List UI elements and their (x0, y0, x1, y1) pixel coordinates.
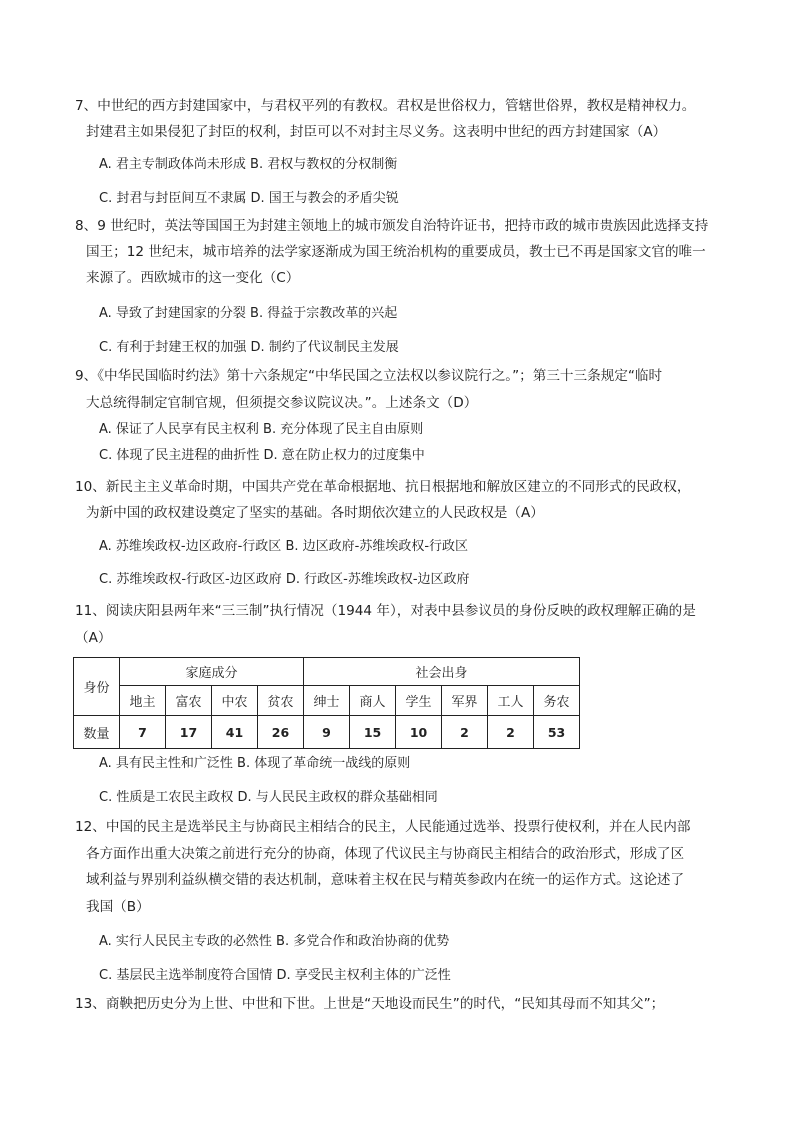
question-9-option-cd: C. 体现了民主进程的曲折性 D. 意在防止权力的过度集中 (99, 448, 425, 463)
question-9-line-1: 9、《中华民国临时约法》第十六条规定“中华民国之立法权以参议院行之。”；第三十三条规定“临时 (75, 368, 663, 384)
table-cell: 53 (534, 716, 580, 749)
table-col-military: 军界 (442, 686, 488, 716)
question-7-line-1: 7、中世纪的西方封建国家中，与君权平列的有教权。君权是世俗权力，管辖世俗界，教权是精神权力。 (75, 98, 696, 114)
question-8-line-2: 国王；12 世纪末，城市培养的法学家逐渐成为国王统治机构的重要成员，教士已不再是国家文官的唯一 (86, 244, 706, 260)
table-col-farmer: 务农 (534, 686, 580, 716)
table-col-middle-peasant: 中农 (212, 686, 258, 716)
question-13-line-1: 13、商鞅把历史分为上世、中世和下世。上世是“天地设而民生”的时代，“民知其母而不知其父”； (75, 996, 665, 1012)
table-row-label-count: 数量 (74, 716, 120, 749)
question-11-line-1: 11、阅读庆阳县两年来“三三制”执行情况（1944 年），对表中县参议员的身份反映的政权理解正确的是 (75, 603, 696, 619)
table-col-merchant: 商人 (350, 686, 396, 716)
question-8-option-cd: C. 有利于封建王权的加强 D. 制约了代议制民主发展 (99, 340, 399, 355)
question-8-line-3: 来源了。西欧城市的这一变化（C） (86, 270, 300, 286)
table-col-student: 学生 (396, 686, 442, 716)
table-col-landlord: 地主 (120, 686, 166, 716)
table-cell: 9 (304, 716, 350, 749)
question-12-line-3: 域利益与界别利益纵横交错的表达机制，意味着主权在民与精英参政内在统一的运作方式。这论述了 (86, 872, 685, 888)
table-cell: 2 (488, 716, 534, 749)
question-7-option-cd: C. 封君与封臣间互不隶属 D. 国王与教会的矛盾尖锐 (99, 191, 399, 206)
table-cell: 41 (212, 716, 258, 749)
question-12-option-cd: C. 基层民主选举制度符合国情 D. 享受民主权利主体的广泛性 (99, 968, 451, 983)
table-cell: 10 (396, 716, 442, 749)
question-9-option-ab: A. 保证了人民享有民主权利 B. 充分体现了民主自由原则 (99, 422, 424, 437)
table-cell: 7 (120, 716, 166, 749)
question-9-line-2: 大总统得制定官制官规，但须提交参议院议决。”。上述条文（D） (86, 395, 478, 411)
question-10-line-1: 10、新民主主义革命时期，中国共产党在革命根据地、抗日根据地和解放区建立的不同形式的民政权， (75, 479, 691, 495)
table-col-rich-peasant: 富农 (166, 686, 212, 716)
question-8-line-1: 8、9 世纪时，英法等国国王为封建主领地上的城市颁发自治特许证书，把持市政的城市贵族因此选择支持 (75, 218, 709, 234)
table-col-poor-peasant: 贫农 (258, 686, 304, 716)
question-10-option-cd: C. 苏维埃政权-行政区-边区政府 D. 行政区-苏维埃政权-边区政府 (99, 572, 470, 587)
question-12-line-2: 各方面作出重大决策之前进行充分的协商，体现了代议民主与协商民主相结合的政治形式，形成了区 (86, 846, 685, 862)
question-12-option-ab: A. 实行人民民主专政的必然性 B. 多党合作和政治协商的优势 (99, 934, 450, 949)
question-7-option-ab: A. 君主专制政体尚未形成 B. 君权与教权的分权制衡 (99, 157, 398, 172)
table-col-worker: 工人 (488, 686, 534, 716)
table-group-family: 家庭成分 (120, 658, 304, 686)
table-col-gentry: 绅士 (304, 686, 350, 716)
question-11-option-cd: C. 性质是工农民主政权 D. 与人民民主政权的群众基础相同 (99, 790, 438, 805)
table-group-social: 社会出身 (304, 658, 580, 686)
table-header-identity: 身份 (74, 658, 120, 716)
question-12-line-4: 我国（B） (86, 899, 150, 915)
table-cell: 15 (350, 716, 396, 749)
table-cell: 26 (258, 716, 304, 749)
question-11-line-2: （A） (75, 630, 112, 646)
table-cell: 2 (442, 716, 488, 749)
question-10-line-2: 为新中国的政权建设奠定了坚实的基础。各时期依次建立的人民政权是（A） (86, 505, 544, 521)
question-10-option-ab: A. 苏维埃政权-边区政府-行政区 B. 边区政府-苏维埃政权-行政区 (99, 539, 469, 554)
question-12-line-1: 12、中国的民主是选举民主与协商民主相结合的民主，人民能通过选举、投票行使权利，并在人民内部 (75, 819, 691, 835)
question-11-option-ab: A. 具有民主性和广泛性 B. 体现了革命统一战线的原则 (99, 756, 411, 771)
question-7-line-2: 封建君主如果侵犯了封臣的权利，封臣可以不对封主尽义务。这表明中世纪的西方封建国家（A） (86, 124, 667, 140)
table-cell: 17 (166, 716, 212, 749)
question-8-option-ab: A. 导致了封建国家的分裂 B. 得益于宗教改革的兴起 (99, 306, 398, 321)
council-member-table (73, 657, 580, 749)
